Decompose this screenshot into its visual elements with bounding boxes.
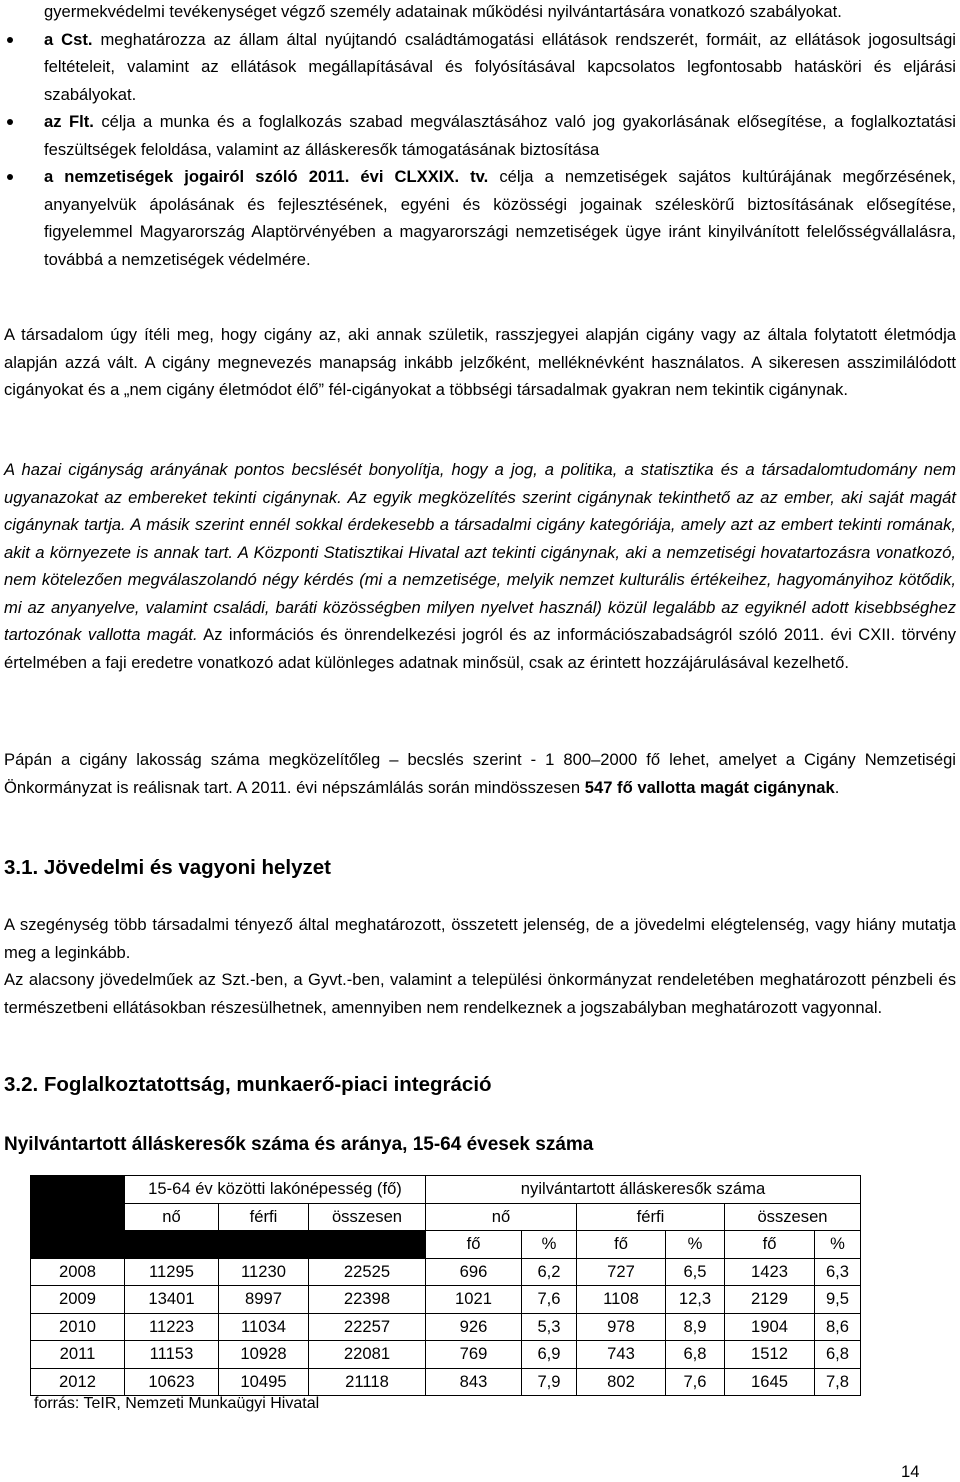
jobseekers-table xyxy=(30,1175,861,1396)
unit-cell: % xyxy=(522,1231,577,1259)
table-source: forrás: TeIR, Nemzeti Munkaügyi Hivatal xyxy=(34,1395,320,1412)
bullet-lead: az Flt. xyxy=(44,112,94,131)
paragraph-low-income: Az alacsony jövedelműek az Szt.-ben, a Gyvt.-ben, valamint a települési önkormányzat rendeletében meghatározott pénzbeli és természetbeni ellátásokban részesülhetnek, amennyiben nem rendelkeznek a jogszabályban meghatározott vagyonnal. xyxy=(4,970,956,1017)
table-row xyxy=(31,1368,861,1396)
table-cell: 21118 xyxy=(309,1368,426,1396)
table-cell: 727 xyxy=(577,1258,666,1286)
table-cell: 978 xyxy=(577,1313,666,1341)
header-jobseekers: nyilvántartott álláskeresők száma xyxy=(426,1176,861,1204)
table-cell: 22525 xyxy=(309,1258,426,1286)
normal-text: Az információs és önrendelkezési jogról és az információszabadságról szóló 2011. évi CXII. törvény értelmében a faji eredetre vonatkozó adat különleges adatnak minősül, csak az érintett hozzájárulásával kezelhető. xyxy=(4,625,956,672)
table-cell: 10623 xyxy=(125,1368,219,1396)
subheader-cell: férfi xyxy=(219,1203,309,1231)
table-cell: 6,5 xyxy=(666,1258,725,1286)
table-title: Nyilvántartott álláskeresők száma és aránya, 15-64 évesek száma xyxy=(4,1134,594,1155)
table-cell: 1512 xyxy=(725,1341,815,1369)
table-cell: 696 xyxy=(426,1258,522,1286)
bullet-item-nemzetisegi-tv xyxy=(4,163,956,273)
bullet-item-cst xyxy=(4,26,956,109)
table-cell: 22081 xyxy=(309,1341,426,1369)
bullet-list-section xyxy=(4,0,956,273)
subheader-cell: összesen xyxy=(725,1203,861,1231)
heading-3-2: 3.2. Foglalkoztatottság, munkaerő-piaci integráció xyxy=(4,1073,492,1096)
subheader-cell: összesen xyxy=(309,1203,426,1231)
year-cell: 2010 xyxy=(31,1313,125,1341)
page-number: 14 xyxy=(901,1462,920,1481)
table-cell: 843 xyxy=(426,1368,522,1396)
law-bullet-list xyxy=(4,26,956,274)
subheader-cell: férfi xyxy=(577,1203,725,1231)
table-row xyxy=(31,1258,861,1286)
table-cell: 8997 xyxy=(219,1286,309,1314)
subheader-cell: nő xyxy=(125,1203,219,1231)
paragraph-papa-population xyxy=(4,746,956,801)
header-blank-cell xyxy=(125,1231,219,1259)
table-cell: 10928 xyxy=(219,1341,309,1369)
table-cell: 7,8 xyxy=(815,1368,861,1396)
table-cell: 12,3 xyxy=(666,1286,725,1314)
paragraph-population-estimate xyxy=(4,456,956,676)
table-cell: 8,6 xyxy=(815,1313,861,1341)
subheader-cell: nő xyxy=(426,1203,577,1231)
text-part: Pápán a cigány lakosság száma megközelítőleg – becslés szerint - 1 800–2000 fő lehet, amelyet a Cigány Nemzetiségi Önkormányzat is reálisnak tart. A 2011. évi népszámlálás során mindösszesen xyxy=(4,750,956,797)
bullet-text: meghatározza az állam által nyújtandó családtámogatási ellátások rendszerét, formáit, az ellátások jogosultsági feltételeit, valamint az ellátások megállapításával és folyósításával kapcsolatos legfontosabb hatásköri és eljárási szabályokat. xyxy=(44,29,956,104)
table-units-row xyxy=(31,1231,861,1259)
paragraph-roma-definition: A társadalom úgy ítéli meg, hogy cigány az, aki annak születik, rasszjegyei alapján cigány vagy az általa folytatott életmódja alapján azzá vált. A cigány megnevezés manapság inkább jelzőként, melléknévként használatos. A sikeresen asszimilálódott cigányokat és a „nem cigány életmódot élő” fél-cigányokat a többségi társadalmak gyakran nem tekintik cigánynak. xyxy=(4,325,956,399)
table-cell: 926 xyxy=(426,1313,522,1341)
table-cell: 1904 xyxy=(725,1313,815,1341)
table-row xyxy=(31,1313,861,1341)
year-cell: 2011 xyxy=(31,1341,125,1369)
bullet-text: célja a munka és a foglalkozás szabad megválasztásához való jog gyakorlásának elősegítése, a foglalkoztatási feszültségek feloldása, valamint az álláskeresők támogatásának biztosítása xyxy=(44,112,956,159)
bullet-text: célja a nemzetiségek sajátos kultúrájának megőrzésének, anyanyelvük ápolásának és fejlesztésének, egyéni és közösségi jogainak széleskörű biztosításának elősegítése, figyelemmel Magyarország Alaptörvényében a magyarországi nemzetiségek ügye iránt kinyilvánított felelősségvállalásra, továbbá a nemzetiségek védelmére. xyxy=(44,167,956,269)
table-cell: 1645 xyxy=(725,1368,815,1396)
table-cell: 6,9 xyxy=(522,1341,577,1369)
table-cell: 9,5 xyxy=(815,1286,861,1314)
table-cell: 6,8 xyxy=(815,1341,861,1369)
header-blank-cell xyxy=(31,1231,125,1259)
header-population: 15-64 év közötti lakónépesség (fő) xyxy=(125,1176,426,1204)
italic-text: A hazai cigányság arányának pontos becslését bonyolítja, hogy a jog, a politika, a statisztika és a társadalomtudomány nem ugyanazokat az embereket tekinti cigánynak. Az egyik megközelítés szerint cigánynak tekinthető az az ember, aki saját magát cigánynak tartja. A másik szerint ennél sokkal érdekesebb a társadalmi cigány kategóriája, amely azt az embert tekinti romának, akit a környezete is annak tart. A Központi Statisztikai Hivatal azt tekinti cigánynak, aki a nemzetiségi hovatartozásra vonatkozó, nem kötelezően megválaszolandó négy kérdés (mi a nemzetisége, melyik nemzet kulturális értékeihez, hagyományihoz kötődik, mi az anyanyelve, valamint családi, baráti közösségben milyen nyelvet használ) közül legalább az egyiknél adott kisebbséghez tartozónak vallotta magát. xyxy=(4,460,956,644)
table-cell: 6,8 xyxy=(666,1341,725,1369)
list-continuation-text: gyermekvédelmi tevékenységet végző személy adatainak működési nyilvántartására vonatkozó szabályokat. xyxy=(44,2,842,21)
table-row xyxy=(31,1341,861,1369)
bullet-lead: a Cst. xyxy=(44,29,93,49)
table-header-row xyxy=(31,1176,861,1204)
bullet-item-flt xyxy=(4,108,956,163)
table-cell: 7,6 xyxy=(522,1286,577,1314)
unit-cell: fő xyxy=(426,1231,522,1259)
table-cell: 13401 xyxy=(125,1286,219,1314)
table-cell: 1108 xyxy=(577,1286,666,1314)
table-cell: 769 xyxy=(426,1341,522,1369)
unit-cell: % xyxy=(666,1231,725,1259)
table-cell: 8,9 xyxy=(666,1313,725,1341)
table-cell: 11295 xyxy=(125,1258,219,1286)
table-cell: 7,9 xyxy=(522,1368,577,1396)
table-cell: 11223 xyxy=(125,1313,219,1341)
bullet-dot xyxy=(7,174,13,180)
year-cell: 2012 xyxy=(31,1368,125,1396)
table-cell: 1021 xyxy=(426,1286,522,1314)
table-cell: 22398 xyxy=(309,1286,426,1314)
bullet-lead: a nemzetiségek jogairól szóló 2011. évi CLXXIX. tv. xyxy=(44,167,489,186)
header-blank-cell xyxy=(31,1176,125,1204)
unit-cell: fő xyxy=(577,1231,666,1259)
header-blank-cell xyxy=(31,1203,125,1231)
table-cell: 11153 xyxy=(125,1341,219,1369)
table-cell: 1423 xyxy=(725,1258,815,1286)
bullet-dot xyxy=(7,119,13,125)
table-cell: 11230 xyxy=(219,1258,309,1286)
table-cell: 5,3 xyxy=(522,1313,577,1341)
unit-cell: % xyxy=(815,1231,861,1259)
table-cell: 11034 xyxy=(219,1313,309,1341)
text-part: . xyxy=(834,777,840,797)
heading-3-1: 3.1. Jövedelmi és vagyoni helyzet xyxy=(4,856,332,879)
year-cell: 2009 xyxy=(31,1286,125,1314)
table-cell: 22257 xyxy=(309,1313,426,1341)
table-cell: 10495 xyxy=(219,1368,309,1396)
header-blank-cell xyxy=(219,1231,309,1259)
table-cell: 2129 xyxy=(725,1286,815,1314)
bold-text: 547 fő vallotta magát cigánynak xyxy=(584,777,835,797)
table-cell: 802 xyxy=(577,1368,666,1396)
table-row xyxy=(31,1286,861,1314)
table-cell: 743 xyxy=(577,1341,666,1369)
table-cell: 6,2 xyxy=(522,1258,577,1286)
header-blank-cell xyxy=(309,1231,426,1259)
year-cell: 2008 xyxy=(31,1258,125,1286)
table-body xyxy=(31,1258,861,1396)
table-cell: 7,6 xyxy=(666,1368,725,1396)
bullet-dot xyxy=(7,37,13,43)
unit-cell: fő xyxy=(725,1231,815,1259)
paragraph-poverty: A szegénység több társadalmi tényező által meghatározott, összetett jelenség, de a jövedelmi elégtelenség, vagy hiány mutatja meg a leginkább. xyxy=(4,915,956,962)
table-subheader-row xyxy=(31,1203,861,1231)
table-cell: 6,3 xyxy=(815,1258,861,1286)
